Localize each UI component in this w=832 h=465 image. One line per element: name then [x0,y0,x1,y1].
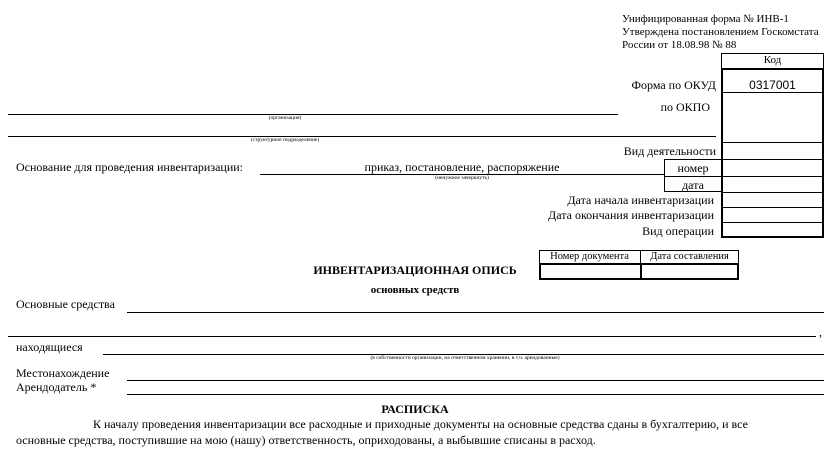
form-title: ИНВЕНТАРИЗАЦИОННАЯ ОПИСЬ [313,263,517,277]
located-label: находящиеся [16,340,83,354]
divider [721,176,824,177]
okpo-label: по ОКПО [660,100,710,114]
divider [721,142,824,143]
divider [721,159,824,160]
order-number-label: номер [677,161,709,175]
okud-label: Форма по ОКУД [631,78,716,92]
assets-line[interactable] [127,312,824,313]
document-date-cell[interactable] [642,265,737,278]
divider [721,222,824,223]
code-cells-frame [721,68,824,238]
basis-label: Основание для проведения инвентаризации: [16,160,244,174]
form-code-line: Унифицированная форма № ИНВ-1 [622,13,789,25]
basis-caption: (ненужное зачеркнуть) [435,175,489,181]
divider [664,176,722,177]
divider [721,192,824,193]
receipt-text-line-2: основные средства, поступившие на мою (нашу) ответственность, оприходованы, а выбывшие списаны в расход. [16,433,596,447]
order-date-label: дата [682,178,704,192]
okud-code-value[interactable]: 0317001 [749,78,796,92]
document-date-header: Дата составления [650,251,729,262]
operation-type-label: Вид операции [642,224,714,238]
form-approval-date-line: России от 18.08.98 № 88 [622,39,737,51]
location-label: Местонахождение [16,366,110,380]
inventory-end-label: Дата окончания инвентаризации [548,208,714,222]
division-caption: (структурное подразделение) [250,137,320,143]
activity-label: Вид деятельности [623,144,716,158]
organization-caption: (организация) [268,115,302,121]
inventory-start-label: Дата начала инвентаризации [567,193,714,207]
assets-comma: , [819,325,822,339]
assets-line-2[interactable] [8,336,816,337]
basis-value: приказ, постановление, распоряжение [364,160,560,174]
located-caption: (в собственности организации, на ответственном хранении, в т.ч. арендованные) [370,355,560,361]
divider [721,92,824,93]
receipt-title: РАСПИСКА [381,402,449,416]
form-approval-line: Утверждена постановлением Госкомстата [622,26,819,38]
location-line[interactable] [127,380,824,381]
form-subtitle: основных средств [370,284,460,296]
assets-label: Основные средства [16,297,115,311]
receipt-text-line-1: К началу проведения инвентаризации все расходные и приходные документы на основные средства сданы в бухгалтерию, и все [93,417,748,431]
lessor-label: Арендодатель * [16,380,97,394]
code-column-title: Код [763,54,782,66]
lessor-line[interactable] [127,394,824,395]
document-number-header: Номер документа [550,251,629,262]
divider [721,207,824,208]
